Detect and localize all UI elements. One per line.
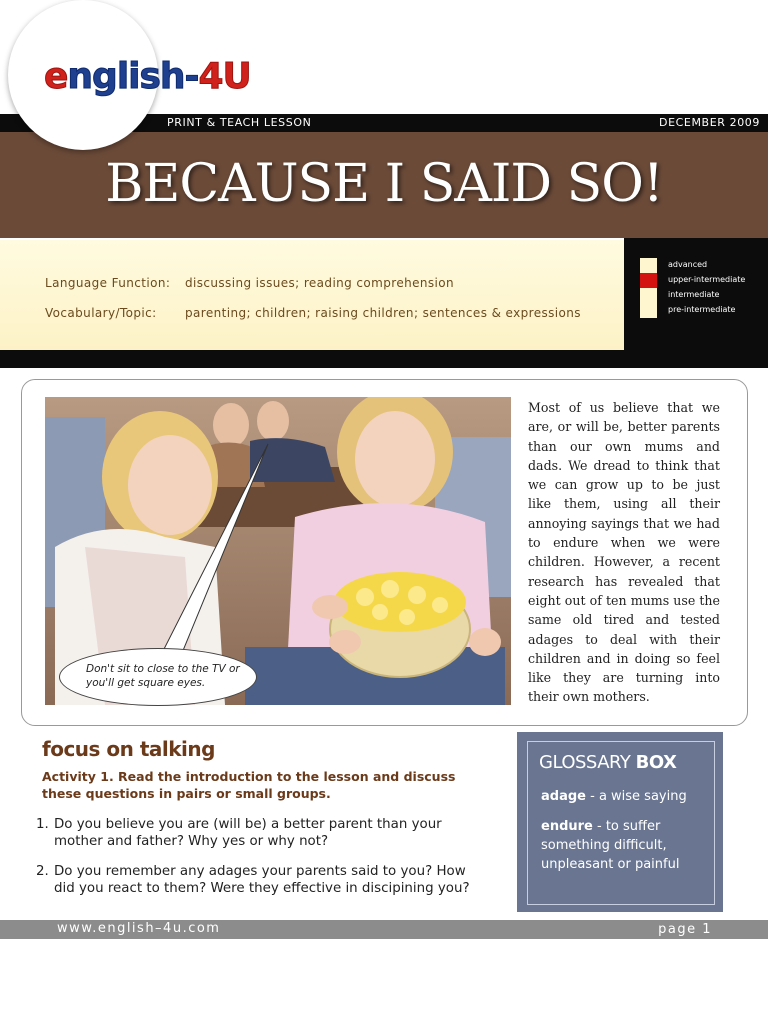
level-marker-active xyxy=(640,273,657,288)
issue-date: DECEMBER 2009 xyxy=(659,116,760,129)
page-title: BECAUSE I SAID SO! xyxy=(105,154,663,214)
speech-bubble-text: Don't sit to close to the TV or you'll get square eyes. xyxy=(86,663,240,689)
page-number: page 1 xyxy=(658,922,712,937)
lesson-type-label: PRINT & TEACH LESSON xyxy=(167,116,312,129)
glossary-entry: adage - a wise saying xyxy=(541,789,687,804)
level-intermediate: intermediate xyxy=(640,288,768,303)
divider-strip xyxy=(0,350,768,368)
vocabulary-value: parenting; children; raising children; sentences & expressions xyxy=(185,306,581,320)
level-marker xyxy=(640,303,657,318)
footer-bar xyxy=(0,920,768,939)
glossary-title: GLOSSARY BOX xyxy=(539,752,677,773)
section-heading: focus on talking xyxy=(42,737,215,761)
level-pre-intermediate: pre-intermediate xyxy=(640,303,768,318)
glossary-entry: endure - to suffer something difficult, unpleasant or painful xyxy=(541,819,680,872)
level-upper-intermediate: upper-intermediate xyxy=(640,273,768,288)
level-marker xyxy=(640,288,657,303)
lesson-info-band xyxy=(0,238,624,352)
activity-instruction: Activity 1. Read the introduction to the lesson and discuss these questions in pairs or small groups. xyxy=(42,769,456,801)
language-function-label: Language Function: xyxy=(45,276,171,290)
brand-logo[interactable]: english-4U xyxy=(44,56,251,97)
level-indicator xyxy=(624,238,768,350)
website-link[interactable]: www.english–4u.com xyxy=(57,921,221,936)
vocabulary-label: Vocabulary/Topic: xyxy=(45,306,157,320)
speech-pointer xyxy=(160,440,280,655)
intro-text: Most of us believe that we are, or will be, better parents than our own mums and dads. We dread to think that we can grow up to be just like them, using all their annoying sayings that we had to endure when we were children. However, a recent research has revealed that eight out of ten mums use the same old tired and tested adages to deal with their children and in doing so feel like they are turning into their own mothers. xyxy=(528,400,720,705)
language-function-value: discussing issues; reading comprehension xyxy=(185,276,455,290)
level-marker xyxy=(640,258,657,273)
level-advanced: advanced xyxy=(640,258,768,273)
